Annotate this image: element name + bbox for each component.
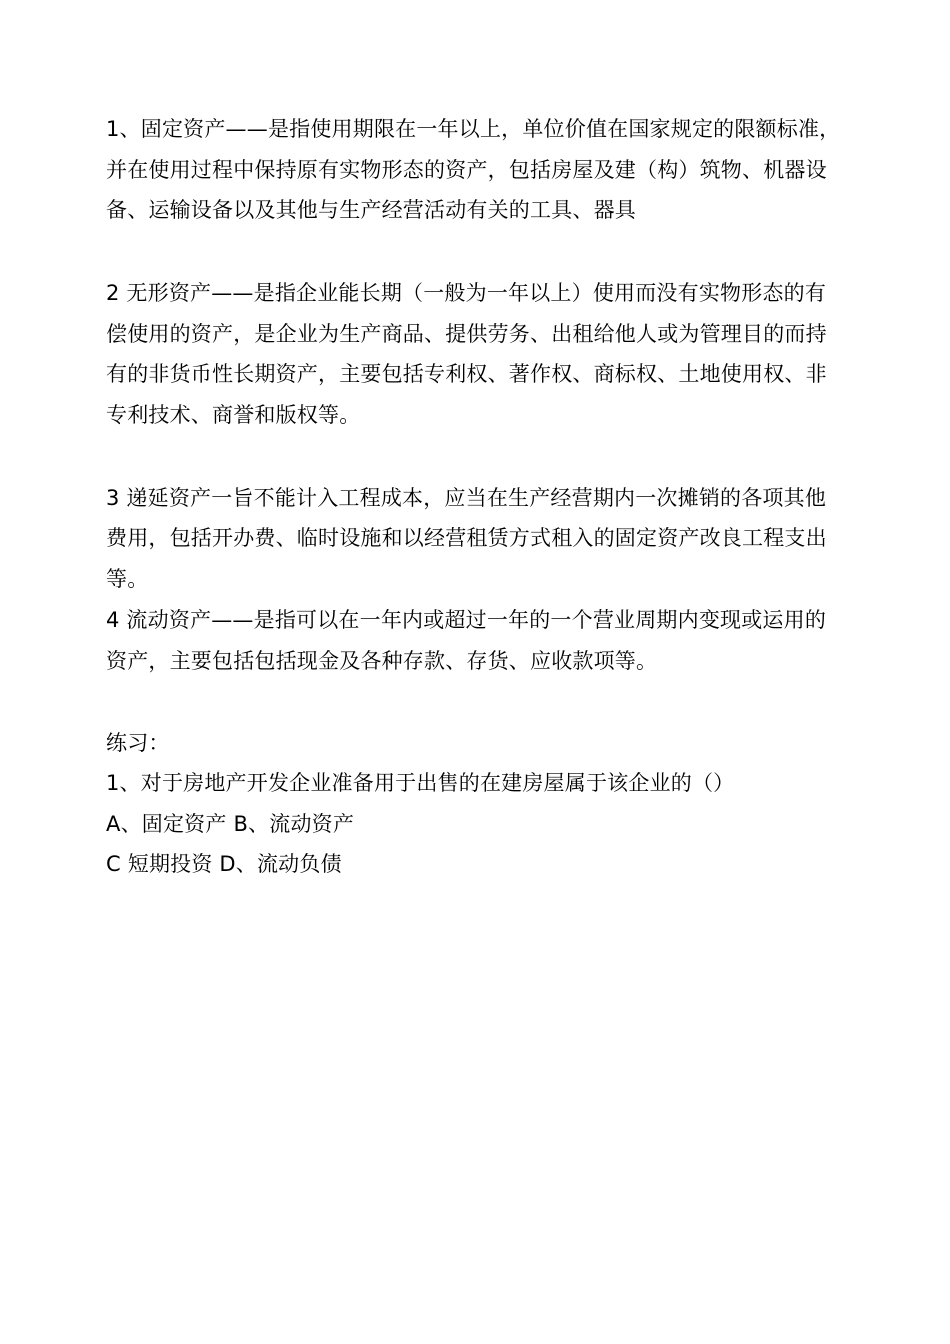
item-1-line-2: 并在使用过程中保持原有实物形态的资产，包括房屋及建（构）筑物、机器设 [106, 158, 827, 182]
item-2-line-4: 专利技术、商誉和版权等。 [106, 403, 361, 427]
item-2-line-1: 2 无形资产——是指企业能长期（一般为一年以上）使用而没有实物形态的有 [106, 281, 827, 305]
exercise-options-line-1: A、固定资产 B、流动资产 [106, 812, 355, 836]
item-3-line-1: 3 递延资产一旨不能计入工程成本，应当在生产经营期内一次摊销的各项其他 [106, 486, 827, 510]
exercise-options-line-2: C 短期投资 D、流动负债 [106, 852, 342, 876]
exercise-question: 1、对于房地产开发企业准备用于出售的在建房屋属于该企业的（） [106, 771, 735, 795]
item-4-line-2: 资产，主要包括包括现金及各种存款、存货、应收款项等。 [106, 649, 658, 673]
item-1-line-1: 1、固定资产——是指使用期限在一年以上，单位价值在国家规定的限额标准， [106, 117, 841, 141]
item-2-line-3: 有的非货币性长期资产，主要包括专利权、著作权、商标权、土地使用权、非 [106, 362, 827, 386]
item-4-line-1: 4 流动资产——是指可以在一年内或超过一年的一个营业周期内变现或运用的 [106, 608, 827, 632]
exercise-heading: 练习： [106, 731, 170, 755]
item-3-line-3: 等。 [106, 567, 149, 591]
item-1-line-3: 备、运输设备以及其他与生产经营活动有关的工具、器具 [106, 198, 636, 222]
item-3-line-2: 费用，包括开办费、临时设施和以经营租赁方式租入的固定资产改良工程支出 [106, 526, 827, 550]
item-2-line-2: 偿使用的资产，是企业为生产商品、提供劳务、出租给他人或为管理目的而持 [106, 322, 827, 346]
